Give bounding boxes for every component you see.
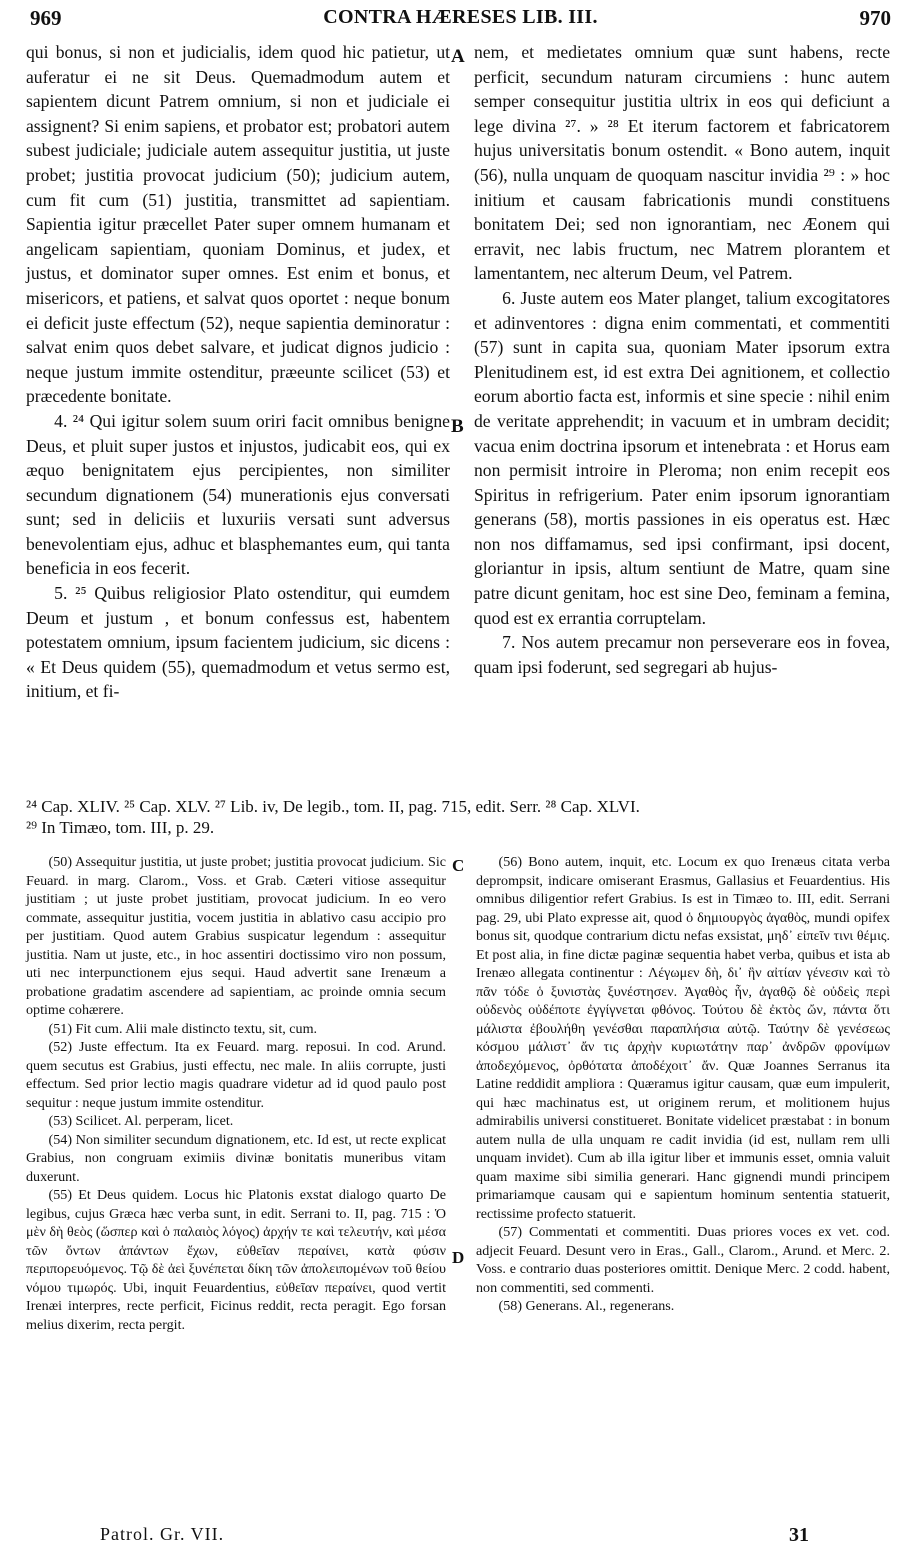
note: (53) Scilicet. Al. perperam, licet. [48,1113,234,1129]
page-number-left: 969 [30,6,62,30]
main-paragraph: nem, et medietates omnium quæ sunt habens, recte perficit, secundum naturam circumiens : hunc autem semper consequitur justitia ultrix in eos qui deficiunt a lege divina ²⁷. » ²⁸ Et iterum factorem et fabricatorem hujus universitatis bonum ostendit. « Bono autem, inquit (56), nulla unquam de quoquam nascitur invidia ²⁹ : » hoc initium et causam fabricationis mundi constituens bonitatem Dei; sed non ignorantiam, nec Æonem qui erravit, nec labis fructum, nec Matrem plorantem et lamentantem, nec alterum Deum, vel Patrem. [474,42,890,284]
reference-line: ²⁹ In Timæo, tom. III, p. 29. [26,818,215,837]
main-paragraph: 5. ²⁵ Quibus religiosior Plato ostenditur, qui eumdem Deum et justum , et bonum confessus est, habentem potestatem omnium, ipsum facientem judicium, sic dicens : « Et Deus quidem (55), quemadmodum et vetus sermo est, initium, et fi- [26,583,450,702]
main-paragraph: 4. ²⁴ Qui igitur solem suum oriri facit omnibus benigne Deus, et pluit super justos et injustos, judicabit eos, qui ex æquo benignitatem ejus percipientes, non similiter secundum dignationem (54) munerationis ejus conversati sunt; sed in deliciis et luxuriis versati sunt adversus benevolentiam ejus, adhuc et blasphemantes eum, qui tanta beneficia in eos fecerit. [26,410,450,579]
sheet-number: 31 [789,1524,809,1546]
signature-mark: Patrol. Gr. VII. [100,1524,225,1544]
note: (54) Non similiter secundum dignationem, etc. Id est, ut recte explicat Grabius, non congruam eximiis divinæ bonitatis muneribus vitam duxerunt. [26,1131,446,1185]
source-references [26,796,892,838]
running-header [30,6,891,34]
note: (55) Et Deus quidem. Locus hic Platonis exstat dialogo quarto De legibus, cujus Græca hæc verba sunt, in edit. Serrani to. II, pag. 715 : Ὁ μὲν δὴ θεὸς (ὥσπερ καὶ ὁ παλαιὸς λόγος) ἀρχήν τε καὶ τελευτήν, καὶ μέσα τῶν ὄντων ἁπάντων ἔχων, εὐθεῖαν περαίνει, κατὰ φύσιν περιπορευόμενος. Τῷ δὲ ἀεὶ ξυνέπεται δίκη τῶν ἀπολειπομένων τοῦ θείου νόμου τιμωρός. Ubi, inquit Feuardentius, εὐθεῖαν περαίνει, quod vertit Irenæi interpres, recte perficit, Ficinus reddit, recta peragit. Ego forsan melius dixerim, recta pergit. [26,1187,446,1333]
margin-marker-d: D [452,1248,465,1267]
margin-marker-b: B [451,416,464,437]
page-number-right: 970 [859,6,891,30]
reference-line: ²⁴ Cap. XLIV. ²⁵ Cap. XLV. ²⁷ Lib. iv, De legib., tom. II, pag. 715, edit. Serr. ²⁸ Cap. XLVI. [26,797,640,816]
margin-marker-a: A [451,46,465,67]
note: (51) Fit cum. Alii male distincto textu, sit, cum. [48,1020,318,1037]
notes-right-column [476,853,890,1316]
page-footer [100,1524,809,1554]
note: (52) Juste effectum. Ita ex Feuard. marg. reposui. In cod. Arund. quem secutus est Grabius, justi effectu, nec male. In aliis corrupte, justi effectum. Sed prior lectio magis quadrare videtur ad id quod paulo post sequitur : neque justum immite ostenditur. [26,1039,446,1111]
note: (50) Assequitur justitia, ut juste probet; justitia provocat judicium. Sic Feuard. in marg. Clarom., Voss. et Grab. Cæteri vitiose assequitur justitiam ; ut juste probet justitiam, provocat judicium. In eo vero commate, assequitur justitia, vocem justitia in ablativo casu accipio pro per justitiam. Quod autem Grabius suspicatur legendum : assequitur justitia. Nam ut juste, etc., in hoc assentiri doctissimo viro non possum, uti nec interpunctionem ejus sequi. Haud advertit sane Irenæum a probatione gradatim ascendere ad sapientiam, ac proinde omnia secum optime cohærere. [26,854,446,1018]
margin-marker-c: C [452,856,465,875]
main-paragraph: qui bonus, si non et judicialis, idem quod hic patietur, ut auferatur ei ne sit Deus. Quemadmodum autem et sapientem dicunt Patrem omnium, si non et judiciale ei assignent? Si enim sapiens, et probator est; probatori autem subest judiciale; judiciale autem assequitur justitia, ut juste probet; justitia provocat judicium (50); judicium autem, cum fit cum (51) justitia, transmittet ad sapientiam. Sapientia igitur præcellet Pater super omnem humanam et angelicam sapientiam, quoniam Dominus, et judex, et justus, et dominator super omnes. Est enim et bonus, et misericors, et patiens, et salvat quos oportet : neque bonum ei deficit juste effectum (52), neque sapientia deminoratur : salvat enim quos debet salvare, et judicat dignos judicio : neque justum immite ostenditur, præeunte scilicet (53) et præcedente bonitate. [26,42,450,407]
main-text-left-column [26,40,450,704]
running-title: CONTRA HÆRESES LIB. III. [323,6,598,28]
main-paragraph: 7. Nos autem precamur non perseverare eos in fovea, quam ipsi foderunt, sed segregari ab hujus- [474,632,890,677]
main-paragraph: 6. Juste autem eos Mater planget, talium excogitatores et adinventores : digna enim commentati, et commentiti (57) sunt in capita sua, quoniam Mater ipsorum extra Plenitudinem est, id est extra Dei agnitionem, et collectio eorum abortio facta est, informis et sine specie : nihil enim de veritate apprehendit; in vacuum et in umbram decidit; vacua enim doctrina ipsorum et intenebrata : et Horus eam non permisit introire in Pleroma; non enim recepit eos Spiritus in refrigerium. Pater enim ipsorum ignorantiam generans (58), mortis passiones in eis operatus est. Hæc non nos diffamamus, sed ipsi confirmant, ipsi docent, gloriantur in ipsis, altum sentiunt de Matre, quam sine patre dicunt genitam, hoc est sine Deo, feminam a femina, quod est ex errantia corruptelam. [474,287,890,628]
notes-left-column [26,853,446,1334]
main-text-right-column [474,40,890,679]
note: (56) Bono autem, inquit, etc. Locum ex quo Irenæus citata verba deprompsit, indicare omiserant Erasmus, Gallasius et Feuardentius. His omnibus diligentior refert Grabius. Is est in Timæo to. III, edit. Serrani pag. 29, ubi Plato expresse ait, quod ὁ δημιουργὸς ἀγαθὸς, mundi opifex bonus sit, quodque contrarium dictu nefas exsistat, μηδ᾽ εἰπεῖν τινι θέμις. Et post alia, in fine dictæ paginæ sequentia habet verba, quibus et ista ab Irenæo allegata continentur : Λέγωμεν δὴ, δι᾽ ἣν αἰτίαν γένεσιν καὶ τὸ πᾶν τόδε ὁ ξυνιστὰς ξυνέστησεν. Ἀγαθὸς ἦν, ἀγαθῷ δὲ οὐδεὶς περὶ οὐδενὸς οὐδέποτε ἐγγίγνεται φθόνος. Τούτου δὲ ἐκτὸς ὤν, πάντα ὅτι μάλιστα ἐβουλήθη γενέσθαι παραπλήσια αὐτῷ. Ταύτην δὲ γενέσεως κόσμου μάλιστ᾽ ἄν τις ἀρχὴν κυριωτάτην παρ᾽ ἀνδρῶν φρονίμων ἀποδεχόμενος, ὀρθότατα ἀποδέχοιτ᾽ ἄν. Quæ Joannes Serranus ita Latine reddidit ampliora : Quæramus igitur causam, quæ eum impulerit, qui hæc machinatus est, ut originem rerum, et molitionem hujus admirabilis universi constitueret. Bonitate videlicet præstabat : in bonum autem nulla de ulla unquam re cadit invidia (id est, nullam rem ulli unquam invidet). Cum ab illa igitur liber et immunis esset, omnia valuit quam maxime sibi similia generari. Hanc gignendi mundi principem primariamque causam qui e sapientum hominum sententia statuerit, rectissime profecto statuerit. [476,854,890,1222]
note: (58) Generans. Al., regenerans. [498,1298,675,1314]
note: (57) Commentati et commentiti. Duas priores voces ex vet. cod. adjecit Feuard. Desunt vero in Eras., Gall., Clarom., Arund. et Merc. 2. Voss. e contrario duas posteriores omittit. Denique Merc. 2 codd. habent, non commentiti, sed commenti. [476,1224,890,1296]
